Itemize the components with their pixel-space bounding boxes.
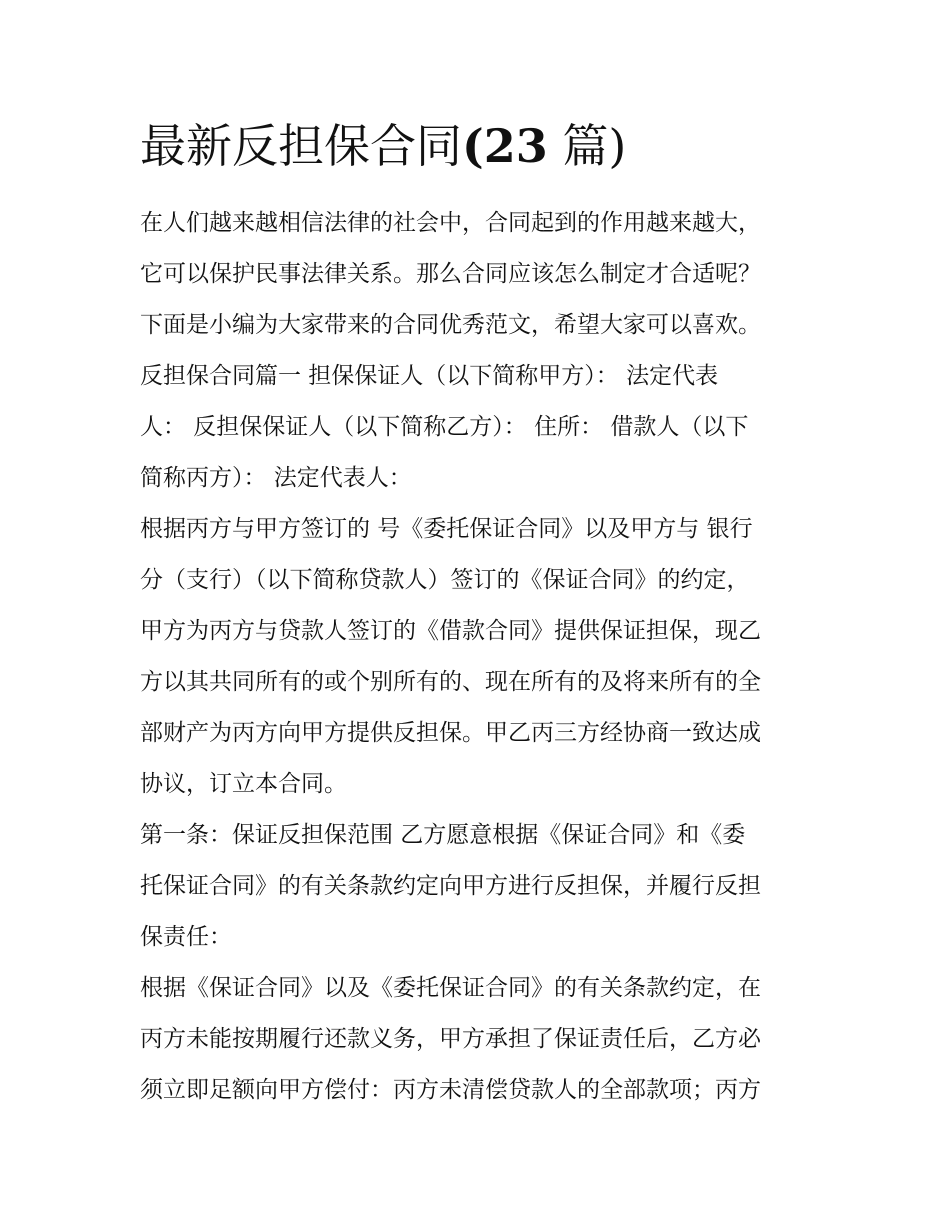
text-line: 甲方为丙方与贷款人签订的《借款合同》提供保证担保，现乙	[140, 618, 761, 644]
text-line: 托保证合同》的有关条款约定向甲方进行反担保，并履行反担	[140, 873, 761, 899]
text-line: 下面是小编为大家带来的合同优秀范文，希望大家可以喜欢。	[140, 312, 761, 338]
title-count: (23	[462, 119, 548, 173]
title-suffix: 篇)	[547, 119, 627, 173]
text-line: 根据丙方与甲方签订的 号《委托保证合同》以及甲方与 银行	[140, 516, 753, 542]
text-line: 方以其共同所有的或个别所有的、现在所有的及将来所有的全	[140, 669, 761, 695]
text-line: 丙方未能按期履行还款义务，甲方承担了保证责任后，乙方必	[140, 1026, 761, 1052]
text-line: 人： 反担保保证人（以下简称乙方）： 住所： 借款人（以下	[140, 414, 749, 440]
document-body	[140, 198, 820, 1116]
text-line: 分（支行）（以下简称贷款人）签订的《保证合同》的约定，	[140, 567, 750, 593]
text-line: 在人们越来越相信法律的社会中，合同起到的作用越来越大，	[140, 210, 761, 236]
text-line: 它可以保护民事法律关系。那么合同应该怎么制定才合适呢？	[140, 261, 761, 287]
text-line: 协议，订立本合同。	[140, 771, 347, 797]
text-line: 部财产为丙方向甲方提供反担保。甲乙丙三方经协商一致达成	[140, 720, 761, 746]
document-title	[140, 116, 626, 176]
text-line: 第一条：保证反担保范围 乙方愿意根据《保证合同》和《委	[140, 822, 746, 848]
text-line: 反担保合同篇一 担保保证人（以下简称甲方）： 法定代表	[140, 363, 719, 389]
title-text: 最新反担保合同	[140, 119, 462, 173]
text-line: 简称丙方）： 法定代表人：	[140, 465, 412, 491]
text-line: 保责任：	[140, 924, 232, 950]
text-line: 须立即足额向甲方偿付：丙方未清偿贷款人的全部款项；丙方	[140, 1077, 761, 1103]
text-line: 根据《保证合同》以及《委托保证合同》的有关条款约定，在	[140, 975, 761, 1001]
